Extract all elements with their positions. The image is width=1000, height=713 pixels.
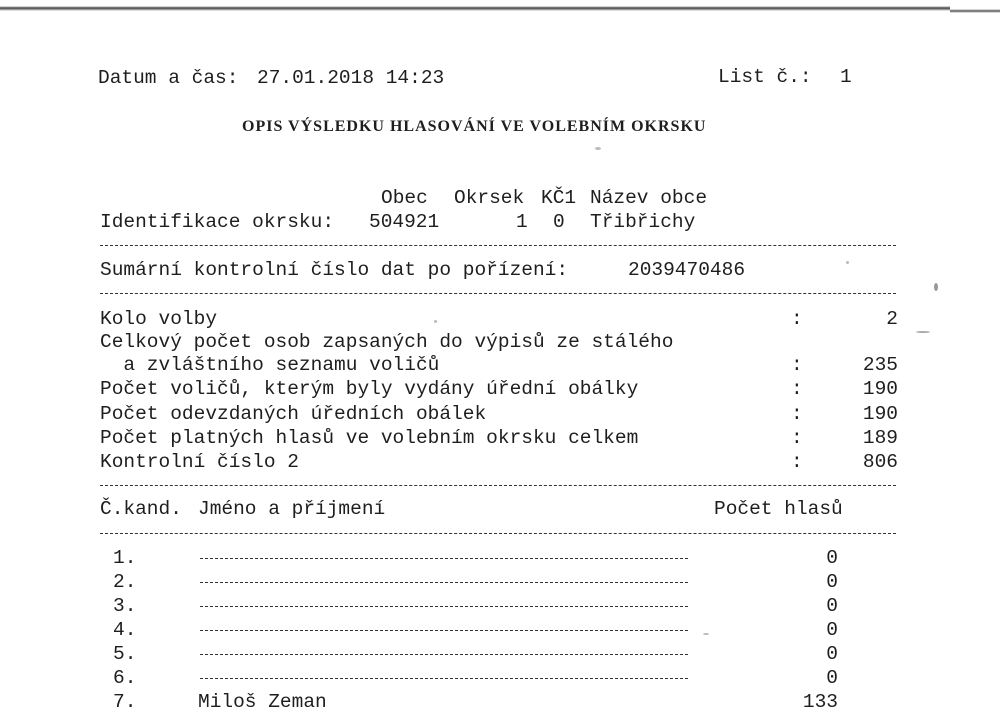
candidate-name-placeholder [200, 606, 688, 607]
stat-label: Kontrolní číslo 2 [100, 451, 299, 473]
candidate-name-placeholder [200, 558, 688, 559]
stat-label: Počet platných hlasů ve volebním okrsku celkem [100, 427, 639, 449]
stat-label: Celkový počet osob zapsaných do výpisů ze stálého [100, 331, 674, 353]
col-kc1: KČ1 [541, 187, 577, 209]
sheet-label: List č.: [718, 66, 812, 88]
stat-label: Kolo volby [100, 308, 218, 330]
stat-value: 806 [862, 451, 898, 473]
col-nazev-obce: Název obce [590, 187, 708, 209]
identification-label: Identifikace okrsku: [100, 211, 335, 233]
col-obec: Obec [381, 187, 428, 209]
candidates-col-name: Jméno a příjmení [198, 498, 386, 520]
divider [100, 245, 896, 246]
candidate-name-placeholder [200, 678, 688, 679]
candidate-name-placeholder [200, 630, 688, 631]
scan-speck [916, 331, 930, 333]
divider [100, 293, 896, 294]
candidate-name-placeholder [200, 654, 688, 655]
candidate-number: 1. [113, 547, 137, 569]
candidate-number: 4. [113, 619, 137, 641]
stat-value: 2 [886, 308, 898, 330]
candidate-votes: 0 [826, 547, 838, 569]
scan-top-edge-right [950, 0, 1000, 18]
document-title: OPIS VÝSLEDKU HLASOVÁNÍ VE VOLEBNÍM OKRSKU [242, 118, 707, 135]
scan-speck [846, 261, 849, 264]
identification-obec: 504921 [369, 211, 440, 233]
sheet-number: 1 [840, 66, 852, 88]
scan-speck [703, 633, 709, 635]
stat-colon: : [791, 354, 803, 376]
candidates-col-num: Č.kand. [100, 498, 182, 520]
divider [100, 533, 896, 534]
candidate-number: 6. [113, 667, 137, 689]
candidate-votes: 0 [826, 667, 838, 689]
stat-value: 190 [862, 403, 898, 425]
scan-speck [934, 283, 938, 291]
identification-nazev: Třibřichy [590, 211, 696, 233]
stat-colon: : [791, 403, 803, 425]
stat-label: a zvláštního seznamu voličů [100, 354, 440, 376]
stat-colon: : [791, 451, 803, 473]
candidate-votes: 133 [802, 691, 838, 713]
stat-label: Počet odevzdaných úředních obálek [100, 403, 487, 425]
stat-value: 235 [862, 354, 898, 376]
candidate-votes: 0 [826, 571, 838, 593]
stat-colon: : [791, 427, 803, 449]
candidate-number: 3. [113, 595, 137, 617]
scan-speck [595, 147, 601, 150]
date-label: Datum a čas: [98, 67, 239, 89]
candidate-votes: 0 [826, 595, 838, 617]
identification-kc1: 0 [553, 211, 565, 233]
stat-colon: : [791, 378, 803, 400]
candidate-number: 2. [113, 571, 137, 593]
stat-value: 190 [862, 378, 898, 400]
stat-value: 189 [862, 427, 898, 449]
candidate-votes: 0 [826, 643, 838, 665]
stat-label: Počet voličů, kterým byly vydány úřední obálky [100, 378, 639, 400]
scan-top-edge [0, 0, 1000, 14]
candidates-col-votes: Počet hlasů [714, 498, 843, 520]
stat-colon: : [791, 308, 803, 330]
scan-speck [434, 320, 437, 323]
candidate-number: 5. [113, 643, 137, 665]
checksum-label: Sumární kontrolní číslo dat po pořízení: [100, 259, 569, 281]
col-okrsek: Okrsek [454, 187, 525, 209]
checksum-value: 2039470486 [628, 259, 746, 281]
candidate-number: 7. [113, 691, 137, 713]
candidate-name-placeholder [200, 582, 688, 583]
date-value: 27.01.2018 14:23 [257, 67, 445, 89]
candidate-votes: 0 [826, 619, 838, 641]
candidate-name: Miloš Zeman [198, 691, 327, 713]
divider [100, 485, 896, 486]
identification-okrsek: 1 [516, 211, 528, 233]
